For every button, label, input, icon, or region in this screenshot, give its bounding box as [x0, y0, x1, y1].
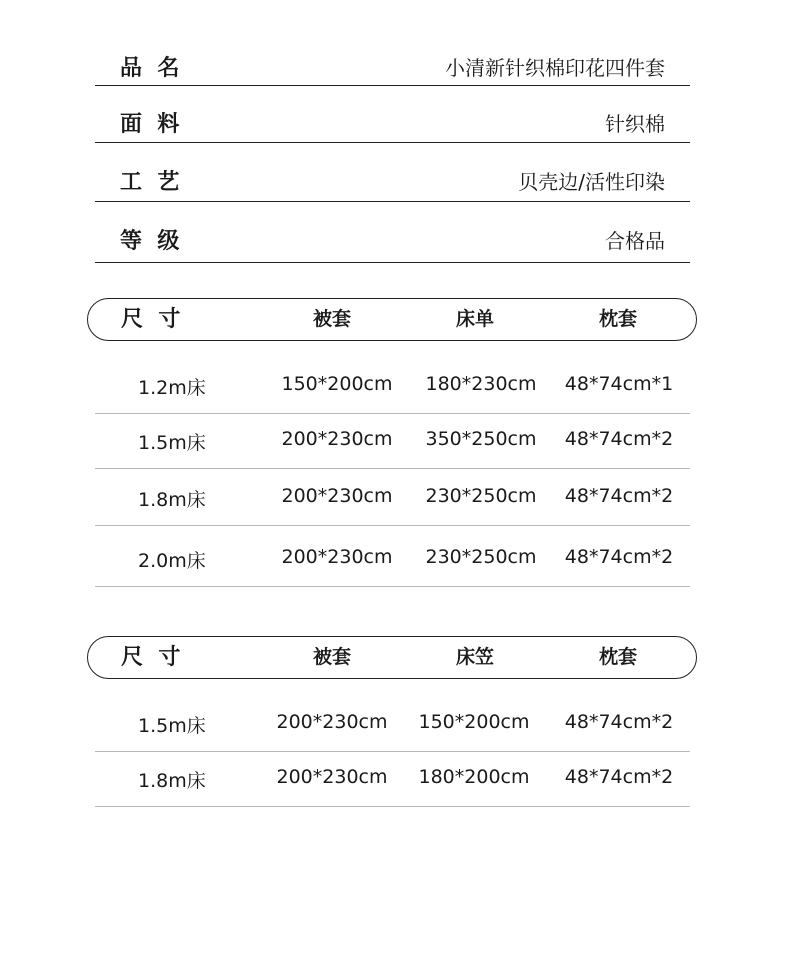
- header-duvet-cover: 被套: [312, 646, 351, 668]
- cell-bed-sheet: 230*250cm: [425, 546, 537, 568]
- cell-duvet-cover: 200*230cm: [281, 485, 393, 507]
- cell-fitted-sheet: 180*200cm: [418, 766, 530, 788]
- info-value: 针织棉: [605, 112, 665, 136]
- cell-bed-sheet: 350*250cm: [425, 428, 537, 450]
- table-header: [87, 636, 697, 679]
- cell-pillowcase: 48*74cm*2: [564, 428, 674, 450]
- cell-bed-sheet: 230*250cm: [425, 485, 537, 507]
- cell-pillowcase: 48*74cm*2: [564, 766, 674, 788]
- info-label: 工 艺: [120, 170, 180, 195]
- info-value: 小清新针织棉印花四件套: [445, 56, 665, 80]
- cell-fitted-sheet: 150*200cm: [418, 711, 530, 733]
- info-label: 等 级: [120, 229, 180, 254]
- table-row: [95, 414, 690, 469]
- cell-bed-size: 1.5m床: [138, 432, 206, 454]
- cell-bed-size: 1.2m床: [138, 377, 206, 399]
- info-value: 贝壳边/活性印染: [518, 170, 665, 194]
- info-label: 面 料: [120, 112, 180, 137]
- table-row: [95, 469, 690, 526]
- cell-pillowcase: 48*74cm*2: [564, 711, 674, 733]
- header-pillowcase: 枕套: [598, 646, 637, 668]
- cell-duvet-cover: 200*230cm: [276, 766, 388, 788]
- cell-bed-size: 1.5m床: [138, 715, 206, 737]
- table-row: [95, 358, 690, 414]
- cell-pillowcase: 48*74cm*2: [564, 546, 674, 568]
- cell-bed-size: 2.0m床: [138, 550, 206, 572]
- info-row-craft: [95, 143, 690, 202]
- header-pillowcase: 枕套: [598, 308, 637, 330]
- table-header: [87, 298, 697, 341]
- header-bed-sheet: 床单: [455, 308, 494, 330]
- table-row: [95, 696, 690, 752]
- info-label: 品 名: [120, 56, 180, 81]
- header-size: 尺 寸: [121, 307, 181, 332]
- cell-bed-size: 1.8m床: [138, 770, 206, 792]
- cell-duvet-cover: 200*230cm: [281, 546, 393, 568]
- header-duvet-cover: 被套: [312, 308, 351, 330]
- table-row: [95, 526, 690, 587]
- info-row-name: [95, 43, 690, 86]
- cell-pillowcase: 48*74cm*2: [564, 485, 674, 507]
- table-row: [95, 752, 690, 807]
- cell-duvet-cover: 200*230cm: [281, 428, 393, 450]
- header-fitted-sheet: 床笠: [455, 646, 494, 668]
- cell-pillowcase: 48*74cm*1: [564, 373, 674, 395]
- header-size: 尺 寸: [121, 645, 181, 670]
- info-row-fabric: [95, 86, 690, 143]
- info-row-grade: [95, 202, 690, 263]
- info-value: 合格品: [605, 229, 665, 253]
- cell-duvet-cover: 200*230cm: [276, 711, 388, 733]
- cell-bed-sheet: 180*230cm: [425, 373, 537, 395]
- cell-duvet-cover: 150*200cm: [281, 373, 393, 395]
- cell-bed-size: 1.8m床: [138, 489, 206, 511]
